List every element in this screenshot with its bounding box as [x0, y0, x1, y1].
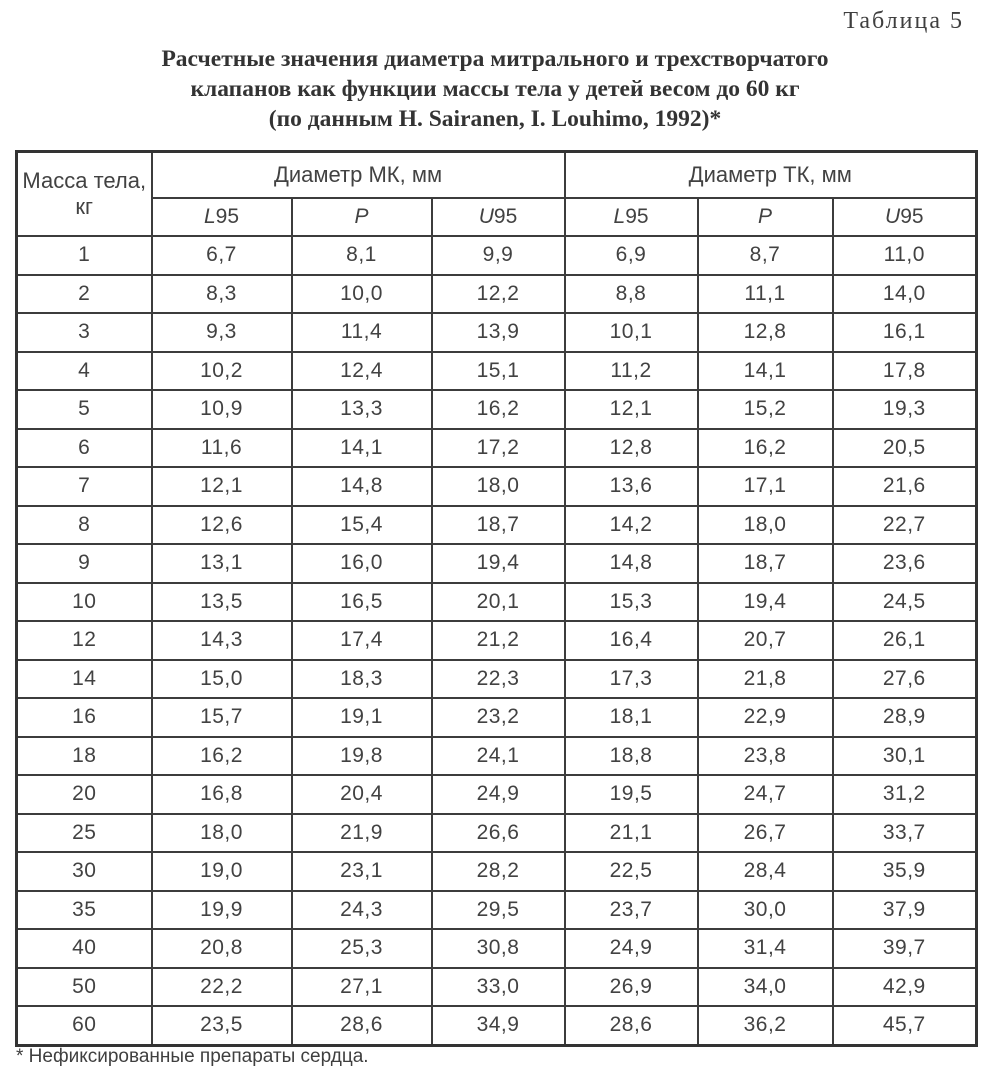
value-cell: 12,6 — [152, 506, 292, 545]
table-row — [17, 698, 977, 737]
value-cell: 21,1 — [565, 814, 698, 853]
table-title — [40, 44, 950, 134]
value-cell: 16,2 — [432, 390, 565, 429]
value-cell: 17,8 — [833, 352, 977, 391]
table-row — [17, 467, 977, 506]
mass-cell: 14 — [17, 660, 152, 699]
value-cell: 35,9 — [833, 852, 977, 891]
value-cell: 15,7 — [152, 698, 292, 737]
value-cell: 8,8 — [565, 275, 698, 314]
table-row — [17, 621, 977, 660]
value-cell: 20,5 — [833, 429, 977, 468]
value-cell: 16,2 — [152, 737, 292, 776]
value-cell: 12,8 — [698, 313, 833, 352]
value-cell: 39,7 — [833, 929, 977, 968]
mass-cell: 18 — [17, 737, 152, 776]
value-cell: 26,1 — [833, 621, 977, 660]
table-row — [17, 236, 977, 275]
subheader-letter: P — [354, 205, 369, 228]
subheader-letter: L — [613, 205, 626, 228]
value-cell: 24,9 — [432, 775, 565, 814]
table-title-line-1: Расчетные значения диаметра митрального и трехстворчатого — [161, 46, 829, 72]
value-cell: 18,7 — [432, 506, 565, 545]
value-cell: 19,4 — [432, 544, 565, 583]
col-header-body-mass: Масса тела, кг — [17, 152, 152, 237]
value-cell: 24,5 — [833, 583, 977, 622]
mass-cell: 10 — [17, 583, 152, 622]
value-cell: 13,6 — [565, 467, 698, 506]
table-number-label: Таблица 5 — [843, 8, 964, 34]
value-cell: 22,7 — [833, 506, 977, 545]
value-cell: 25,3 — [292, 929, 432, 968]
value-cell: 14,2 — [565, 506, 698, 545]
mass-cell: 8 — [17, 506, 152, 545]
mass-cell: 12 — [17, 621, 152, 660]
value-cell: 13,5 — [152, 583, 292, 622]
subheader-letter: U — [478, 205, 494, 228]
table-row — [17, 814, 977, 853]
value-cell: 12,4 — [292, 352, 432, 391]
value-cell: 17,2 — [432, 429, 565, 468]
value-cell: 19,8 — [292, 737, 432, 776]
value-cell: 14,8 — [565, 544, 698, 583]
value-cell: 16,0 — [292, 544, 432, 583]
table-row — [17, 583, 977, 622]
value-cell: 10,1 — [565, 313, 698, 352]
value-cell: 10,9 — [152, 390, 292, 429]
value-cell: 30,0 — [698, 891, 833, 930]
value-cell: 11,2 — [565, 352, 698, 391]
header-sub-row — [17, 198, 977, 236]
mass-cell: 50 — [17, 968, 152, 1007]
col-subheader-mk-l95: L95 — [152, 198, 292, 236]
value-cell: 14,1 — [698, 352, 833, 391]
value-cell: 34,0 — [698, 968, 833, 1007]
value-cell: 21,2 — [432, 621, 565, 660]
value-cell: 6,9 — [565, 236, 698, 275]
value-cell: 30,8 — [432, 929, 565, 968]
mass-cell: 16 — [17, 698, 152, 737]
table-row — [17, 775, 977, 814]
value-cell: 22,9 — [698, 698, 833, 737]
value-cell: 11,0 — [833, 236, 977, 275]
value-cell: 13,1 — [152, 544, 292, 583]
value-cell: 12,2 — [432, 275, 565, 314]
value-cell: 37,9 — [833, 891, 977, 930]
value-cell: 10,2 — [152, 352, 292, 391]
value-cell: 15,4 — [292, 506, 432, 545]
value-cell: 23,6 — [833, 544, 977, 583]
value-cell: 29,5 — [432, 891, 565, 930]
value-cell: 20,4 — [292, 775, 432, 814]
mass-cell: 25 — [17, 814, 152, 853]
mass-cell: 7 — [17, 467, 152, 506]
value-cell: 8,7 — [698, 236, 833, 275]
table-row — [17, 968, 977, 1007]
value-cell: 6,7 — [152, 236, 292, 275]
value-cell: 15,3 — [565, 583, 698, 622]
col-subheader-tk-p — [698, 198, 833, 236]
value-cell: 31,4 — [698, 929, 833, 968]
value-cell: 34,9 — [432, 1006, 565, 1045]
value-cell: 15,2 — [698, 390, 833, 429]
valve-diameter-table — [15, 150, 978, 1047]
mass-cell: 4 — [17, 352, 152, 391]
value-cell: 12,1 — [152, 467, 292, 506]
table-row — [17, 352, 977, 391]
table-row — [17, 737, 977, 776]
value-cell: 36,2 — [698, 1006, 833, 1045]
table-row — [17, 891, 977, 930]
value-cell: 28,6 — [565, 1006, 698, 1045]
value-cell: 31,2 — [833, 775, 977, 814]
value-cell: 21,6 — [833, 467, 977, 506]
value-cell: 24,3 — [292, 891, 432, 930]
value-cell: 12,8 — [565, 429, 698, 468]
value-cell: 16,4 — [565, 621, 698, 660]
value-cell: 14,8 — [292, 467, 432, 506]
table-row — [17, 390, 977, 429]
table-row — [17, 1006, 977, 1045]
value-cell: 45,7 — [833, 1006, 977, 1045]
value-cell: 26,9 — [565, 968, 698, 1007]
value-cell: 13,3 — [292, 390, 432, 429]
value-cell: 20,7 — [698, 621, 833, 660]
value-cell: 19,4 — [698, 583, 833, 622]
value-cell: 20,8 — [152, 929, 292, 968]
value-cell: 19,5 — [565, 775, 698, 814]
value-cell: 17,1 — [698, 467, 833, 506]
col-group-tk-diameter: Диаметр ТК, мм — [565, 152, 977, 199]
value-cell: 18,1 — [565, 698, 698, 737]
mass-cell: 5 — [17, 390, 152, 429]
value-cell: 18,8 — [565, 737, 698, 776]
value-cell: 19,0 — [152, 852, 292, 891]
value-cell: 14,1 — [292, 429, 432, 468]
table-row — [17, 660, 977, 699]
value-cell: 42,9 — [833, 968, 977, 1007]
value-cell: 23,5 — [152, 1006, 292, 1045]
value-cell: 9,3 — [152, 313, 292, 352]
value-cell: 16,1 — [833, 313, 977, 352]
value-cell: 18,0 — [432, 467, 565, 506]
value-cell: 14,0 — [833, 275, 977, 314]
mass-cell: 40 — [17, 929, 152, 968]
mass-cell: 2 — [17, 275, 152, 314]
value-cell: 10,0 — [292, 275, 432, 314]
value-cell: 21,9 — [292, 814, 432, 853]
value-cell: 16,2 — [698, 429, 833, 468]
value-cell: 19,3 — [833, 390, 977, 429]
mass-cell: 35 — [17, 891, 152, 930]
value-cell: 24,9 — [565, 929, 698, 968]
value-cell: 26,6 — [432, 814, 565, 853]
col-subheader-tk-l95: L95 — [565, 198, 698, 236]
col-group-mk-diameter: Диаметр МК, мм — [152, 152, 565, 199]
col-subheader-mk-u95: U95 — [432, 198, 565, 236]
value-cell: 33,7 — [833, 814, 977, 853]
value-cell: 26,7 — [698, 814, 833, 853]
value-cell: 23,8 — [698, 737, 833, 776]
value-cell: 27,1 — [292, 968, 432, 1007]
value-cell: 23,2 — [432, 698, 565, 737]
value-cell: 23,7 — [565, 891, 698, 930]
value-cell: 28,2 — [432, 852, 565, 891]
value-cell: 11,6 — [152, 429, 292, 468]
value-cell: 21,8 — [698, 660, 833, 699]
subheader-letter: U — [885, 205, 901, 228]
value-cell: 18,0 — [152, 814, 292, 853]
value-cell: 19,1 — [292, 698, 432, 737]
mass-cell: 60 — [17, 1006, 152, 1045]
subheader-letter: L — [203, 205, 216, 228]
mass-cell: 30 — [17, 852, 152, 891]
value-cell: 8,3 — [152, 275, 292, 314]
value-cell: 17,3 — [565, 660, 698, 699]
value-cell: 24,7 — [698, 775, 833, 814]
value-cell: 18,7 — [698, 544, 833, 583]
value-cell: 19,9 — [152, 891, 292, 930]
value-cell: 9,9 — [432, 236, 565, 275]
value-cell: 18,0 — [698, 506, 833, 545]
value-cell: 20,1 — [432, 583, 565, 622]
mass-cell: 6 — [17, 429, 152, 468]
mass-cell: 20 — [17, 775, 152, 814]
value-cell: 23,1 — [292, 852, 432, 891]
table-title-line-2: клапанов как функции массы тела у детей весом до 60 кг — [190, 76, 800, 102]
table-row — [17, 313, 977, 352]
mass-cell: 3 — [17, 313, 152, 352]
footnote: * Нефиксированные препараты сердца. — [16, 1046, 369, 1067]
table-row — [17, 429, 977, 468]
value-cell: 22,5 — [565, 852, 698, 891]
value-cell: 8,1 — [292, 236, 432, 275]
value-cell: 16,5 — [292, 583, 432, 622]
value-cell: 28,9 — [833, 698, 977, 737]
col-subheader-tk-u95: U95 — [833, 198, 977, 236]
value-cell: 22,2 — [152, 968, 292, 1007]
value-cell: 33,0 — [432, 968, 565, 1007]
mass-cell: 9 — [17, 544, 152, 583]
table-row — [17, 852, 977, 891]
table-row — [17, 929, 977, 968]
value-cell: 13,9 — [432, 313, 565, 352]
subheader-letter: P — [758, 205, 773, 228]
value-cell: 11,4 — [292, 313, 432, 352]
value-cell: 30,1 — [833, 737, 977, 776]
table-row — [17, 544, 977, 583]
value-cell: 14,3 — [152, 621, 292, 660]
value-cell: 12,1 — [565, 390, 698, 429]
value-cell: 28,4 — [698, 852, 833, 891]
table-title-line-3: (по данным H. Sairanen, I. Louhimo, 1992)* — [268, 106, 722, 132]
col-subheader-mk-p — [292, 198, 432, 236]
header-group-row — [17, 152, 977, 199]
value-cell: 22,3 — [432, 660, 565, 699]
value-cell: 15,1 — [432, 352, 565, 391]
value-cell: 11,1 — [698, 275, 833, 314]
value-cell: 18,3 — [292, 660, 432, 699]
value-cell: 24,1 — [432, 737, 565, 776]
value-cell: 17,4 — [292, 621, 432, 660]
mass-cell: 1 — [17, 236, 152, 275]
value-cell: 15,0 — [152, 660, 292, 699]
value-cell: 16,8 — [152, 775, 292, 814]
table-row — [17, 275, 977, 314]
table-row — [17, 506, 977, 545]
value-cell: 27,6 — [833, 660, 977, 699]
value-cell: 28,6 — [292, 1006, 432, 1045]
